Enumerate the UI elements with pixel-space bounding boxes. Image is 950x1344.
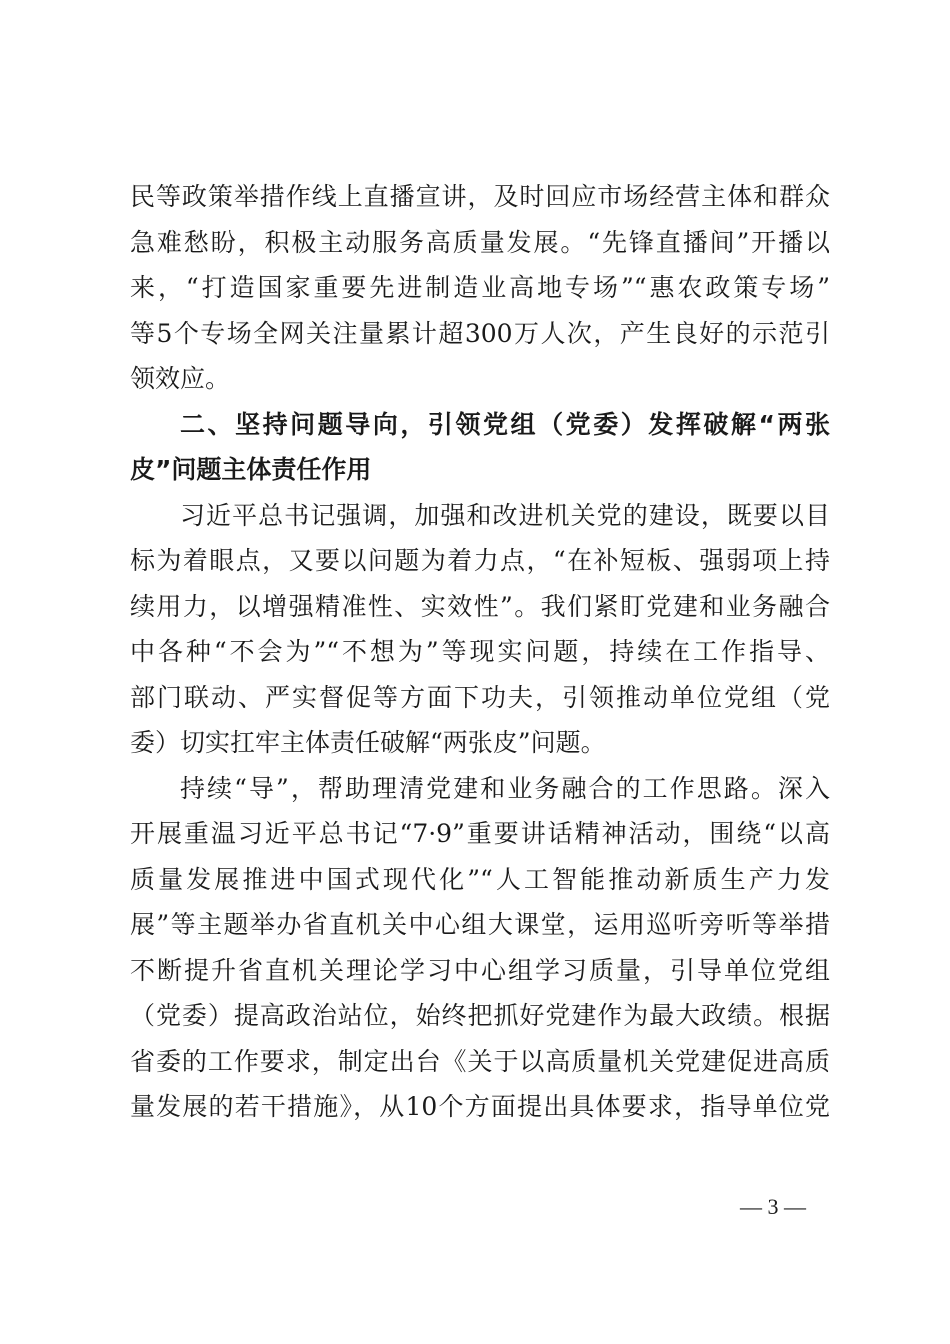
text-line: 量发展的若干措施》，从10个方面提出具体要求，指导单位党 bbox=[130, 1092, 830, 1121]
text-line: 领效应。 bbox=[130, 364, 231, 393]
heading-line: 皮”问题主体责任作用 bbox=[130, 455, 372, 484]
text-line: 标为着眼点，又要以问题为着力点，“在补短板、强弱项上持 bbox=[130, 546, 830, 575]
paragraph bbox=[130, 493, 830, 766]
text-line: 续用力，以增强精准性、实效性”。我们紧盯党建和业务融合 bbox=[130, 591, 830, 621]
heading-line: 二、坚持问题导向，引领党组（党委）发挥破解“两张 bbox=[180, 409, 830, 439]
page-number: — 3 — bbox=[740, 1194, 806, 1219]
text-line: 来，“打造国家重要先进制造业高地专场”“惠农政策专场” bbox=[130, 273, 830, 302]
text-line: 急难愁盼，积极主动服务高质量发展。“先锋直播间”开播以 bbox=[130, 227, 830, 257]
text-line: （党委）提高政治站位，始终把抓好党建作为最大政绩。根据 bbox=[130, 1001, 830, 1030]
paragraph-continuation bbox=[130, 174, 830, 402]
text-line: 等5个专场全网关注量累计超300万人次，产生良好的示范引 bbox=[130, 318, 830, 348]
text-line: 展”等主题举办省直机关中心组大课堂，运用巡听旁听等举措 bbox=[130, 910, 830, 939]
document-body bbox=[130, 174, 830, 1130]
text-line: 开展重温习近平总书记“7·9”重要讲话精神活动，围绕“以高 bbox=[130, 819, 830, 848]
text-line: 习近平总书记强调，加强和改进机关党的建设，既要以目 bbox=[180, 500, 830, 530]
text-line: 部门联动、严实督促等方面下功夫，引领推动单位党组（党 bbox=[130, 682, 830, 712]
section-heading bbox=[130, 402, 830, 493]
text-line: 中各种“不会为”“不想为”等现实问题，持续在工作指导、 bbox=[130, 637, 830, 666]
text-line: 民等政策举措作线上直播宣讲，及时回应市场经营主体和群众 bbox=[130, 182, 830, 211]
text-line: 省委的工作要求，制定出台《关于以高质量机关党建促进高质 bbox=[130, 1046, 830, 1076]
text-line: 委）切实扛牢主体责任破解“两张皮”问题。 bbox=[130, 728, 606, 757]
text-line: 持续“导”，帮助理清党建和业务融合的工作思路。深入 bbox=[180, 773, 830, 803]
text-line: 质量发展推进中国式现代化”“人工智能推动新质生产力发 bbox=[130, 864, 830, 894]
text-line: 不断提升省直机关理论学习中心组学习质量，引导单位党组 bbox=[130, 955, 830, 985]
paragraph bbox=[130, 766, 830, 1130]
